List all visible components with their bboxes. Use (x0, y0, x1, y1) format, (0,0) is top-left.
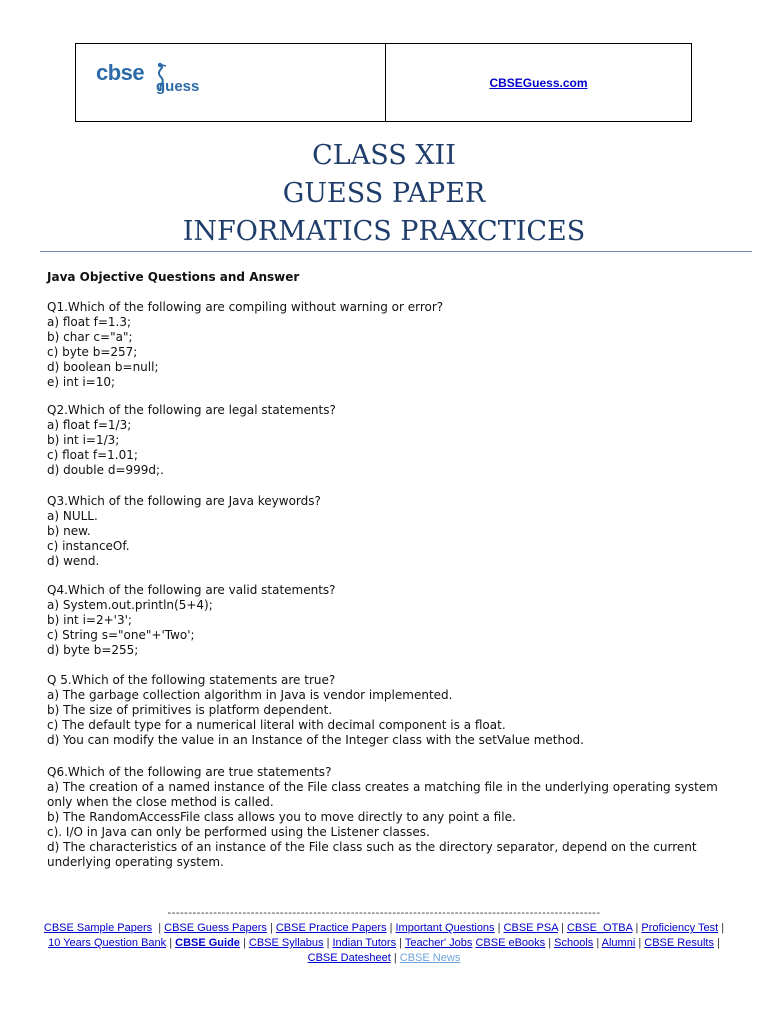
question-text: Q1.Which of the following are compiling without warning or error? (47, 300, 444, 314)
footer-divider: -------------------------------------------------------------------------------------------------------- (167, 907, 601, 919)
link-indian-tutors[interactable]: Indian Tutors (332, 937, 397, 949)
link-cbse-results[interactable]: CBSE Results (644, 937, 714, 949)
option-e: e) int i=10; (47, 375, 116, 389)
title-line-2: GUESS PAPER (282, 178, 486, 209)
link-cbse-guess-papers[interactable]: CBSE Guess Papers (164, 922, 267, 934)
option-a: a) System.out.println(5+4); (47, 598, 213, 612)
header-logo-cell (76, 44, 386, 121)
question-5 (47, 673, 727, 748)
option-c: c). I/O in Java can only be performed using the Listener classes. (47, 825, 430, 839)
option-c: c) instanceOf. (47, 539, 130, 553)
option-c: c) byte b=257; (47, 345, 138, 359)
question-text: Q6.Which of the following are true statements? (47, 765, 332, 779)
option-a: a) float f=1/3; (47, 418, 132, 432)
page-title (0, 137, 768, 251)
header-box (75, 43, 692, 122)
link-schools[interactable]: Schools (554, 937, 594, 949)
option-b: b) char c="a"; (47, 330, 133, 344)
question-6 (47, 765, 727, 870)
link-proficiency-test[interactable]: Proficiency Test (641, 922, 719, 934)
link-cbse-psa[interactable]: CBSE PSA (503, 922, 558, 934)
question-4 (47, 583, 727, 658)
option-d: d) You can modify the value in an Instance of the Integer class with the setValue method. (47, 733, 584, 747)
option-a: a) The creation of a named instance of the File class creates a matching file in the underlying operating system only when the close method is called. (47, 780, 718, 809)
question-2 (47, 403, 727, 478)
option-a: a) The garbage collection algorithm in Java is vendor implemented. (47, 688, 453, 702)
link-cbse-datesheet[interactable]: CBSE Datesheet (307, 952, 391, 964)
option-c: c) The default type for a numerical literal with decimal component is a float. (47, 718, 506, 732)
option-b: b) new. (47, 524, 91, 538)
option-a: a) NULL. (47, 509, 98, 523)
section-subtitle: Java Objective Questions and Answer (47, 270, 300, 284)
option-c: c) String s="one"+'Two'; (47, 628, 195, 642)
option-b: b) int i=1/3; (47, 433, 120, 447)
link-cbse-otba[interactable]: CBSE_OTBA (566, 922, 633, 934)
link-cbse-ebooks[interactable]: CBSE eBooks (475, 937, 546, 949)
header-link-cell (386, 44, 691, 121)
link-cbse-syllabus[interactable]: CBSE Syllabus (248, 937, 324, 949)
footer-links (40, 906, 728, 966)
title-line-3: INFORMATICS PRAXCTICES (182, 216, 586, 247)
question-text: Q4.Which of the following are valid statements? (47, 583, 336, 597)
link-10-years-question-bank[interactable]: 10 Years Question Bank (48, 937, 167, 949)
option-a: a) float f=1.3; (47, 315, 132, 329)
link-cbse-practice-papers[interactable]: CBSE Practice Papers (275, 922, 387, 934)
option-b: b) int i=2+'3'; (47, 613, 132, 627)
option-d: d) double d=999d;. (47, 463, 164, 477)
option-d: d) boolean b=null; (47, 360, 159, 374)
option-d: d) wend. (47, 554, 100, 568)
link-cbse-guide[interactable]: CBSE Guide (175, 937, 240, 949)
link-cbse-sample-papers[interactable]: CBSE Sample Papers (43, 922, 153, 934)
site-link[interactable]: CBSEGuess.com (489, 75, 588, 90)
question-text: Q2.Which of the following are legal statements? (47, 403, 336, 417)
option-b: b) The RandomAccessFile class allows you to move directly to any point a file. (47, 810, 516, 824)
option-c: c) float f=1.01; (47, 448, 138, 462)
option-d: d) byte b=255; (47, 643, 139, 657)
link-important-questions[interactable]: Important Questions (395, 922, 495, 934)
option-d: d) The characteristics of an instance of the File class such as the directory separator, depend on the current underlying operating system. (47, 840, 697, 869)
title-line-1: CLASS XII (312, 140, 456, 171)
question-3 (47, 494, 727, 569)
footer-links-row: CBSE Sample Papers | CBSE Guess Papers | CBSE Practice Papers | Important Questions | CBSE PSA | CBSE_OTBA | Proficiency Test | 10 Years Question Bank | CBSE Guide | CBSE Syllabus | Indian Tutors | Teacher' Jobs CBSE eBooks | Schools | Alumni | CBSE Results | CBSE Datesheet | CBSE News (43, 922, 725, 964)
logo-text-main: cbse (96, 60, 145, 85)
question-text: Q3.Which of the following are Java keywords? (47, 494, 321, 508)
question-text: Q 5.Which of the following statements are true? (47, 673, 336, 687)
question-1 (47, 300, 727, 390)
link-cbse-news[interactable]: CBSE News (399, 952, 461, 964)
option-b: b) The size of primitives is platform dependent. (47, 703, 333, 717)
cbseguess-logo[interactable] (96, 60, 226, 100)
logo-text-sub: guess (156, 78, 200, 95)
link-teacher-jobs[interactable]: Teacher' Jobs (404, 937, 473, 949)
link-alumni[interactable]: Alumni (601, 937, 636, 949)
title-divider (40, 251, 752, 252)
